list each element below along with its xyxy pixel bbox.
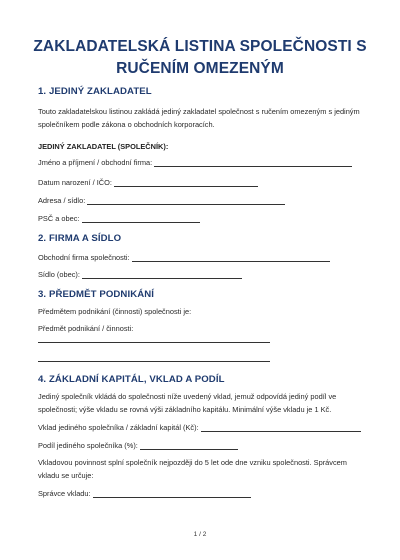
founder-address-field[interactable] [38, 195, 285, 205]
capital-field[interactable] [38, 422, 361, 432]
section-4-text-2: Vkladovou povinnost splní společník nejpozději do 5 let ode dne vzniku společnosti. Správcem vkladu se určuje: [38, 458, 347, 480]
founder-birth-label: Datum narození / IČO: [38, 178, 112, 187]
share-field[interactable] [38, 440, 238, 450]
admin-line[interactable] [93, 489, 251, 498]
business-subject-line-2[interactable] [38, 361, 270, 362]
founder-birth-field[interactable] [38, 177, 258, 187]
share-label: Podíl jediného společníka (%): [38, 441, 138, 450]
section-1-text: Touto zakladatelskou listinou zakládá jediný zakladatel společnost s ručením omezeným s jediným společníkem podle zákona o obchodních korporacích. [38, 107, 360, 129]
firm-name-line[interactable] [132, 253, 330, 262]
section-4-heading: 4. ZÁKLADNÍ KAPITÁL, VKLAD A PODÍL [38, 374, 225, 385]
section-1-heading: 1. JEDINÝ ZAKLADATEL [38, 86, 152, 97]
founder-zip-label: PSČ a obec: [38, 214, 80, 223]
admin-field[interactable] [38, 488, 251, 498]
section-3-heading: 3. PŘEDMĚT PODNIKÁNÍ [38, 289, 155, 300]
capital-line[interactable] [201, 423, 361, 432]
seat-label: Sídlo (obec): [38, 270, 80, 279]
founder-address-label: Adresa / sídlo: [38, 196, 86, 205]
seat-line[interactable] [82, 270, 242, 279]
business-subject-label: Předmět podnikání / činnosti: [38, 324, 134, 333]
founder-birth-line[interactable] [114, 178, 258, 187]
founder-name-label: Jméno a příjmení / obchodní firma: [38, 158, 153, 167]
seat-field[interactable] [38, 269, 242, 279]
share-line[interactable] [140, 441, 238, 450]
capital-label: Vklad jediného společníka / základní kapitál (Kč): [38, 423, 199, 432]
admin-label: Správce vkladu: [38, 489, 91, 498]
section-3-text: Předmětem podnikání (činnosti) společnosti je: [38, 307, 192, 316]
firm-name-label: Obchodní firma společnosti: [38, 253, 130, 262]
business-subject-line-1[interactable] [38, 342, 270, 343]
page-number: 1 / 2 [193, 531, 207, 538]
founder-zip-line[interactable] [82, 214, 200, 223]
section-2-heading: 2. FIRMA A SÍDLO [38, 233, 122, 244]
section-4-text: Jediný společník vkládá do společnosti níže uvedený vklad, jemuž odpovídá jediný podíl ve společnosti; výše vkladu se rovná výši základního kapitálu. Minimální výše vkladu je 1 Kč. [38, 392, 337, 414]
founder-name-field[interactable] [38, 157, 352, 167]
founder-name-line[interactable] [154, 158, 352, 167]
founder-zip-field[interactable] [38, 213, 200, 223]
document-title: ZAKLADATELSKÁ LISTINA SPOLEČNOSTI S RUČENÍM OMEZENÝM [33, 38, 367, 77]
firm-name-field[interactable] [38, 252, 330, 262]
founder-address-line[interactable] [87, 196, 285, 205]
founder-subheading: JEDINÝ ZAKLADATEL (SPOLEČNÍK): [38, 142, 169, 151]
